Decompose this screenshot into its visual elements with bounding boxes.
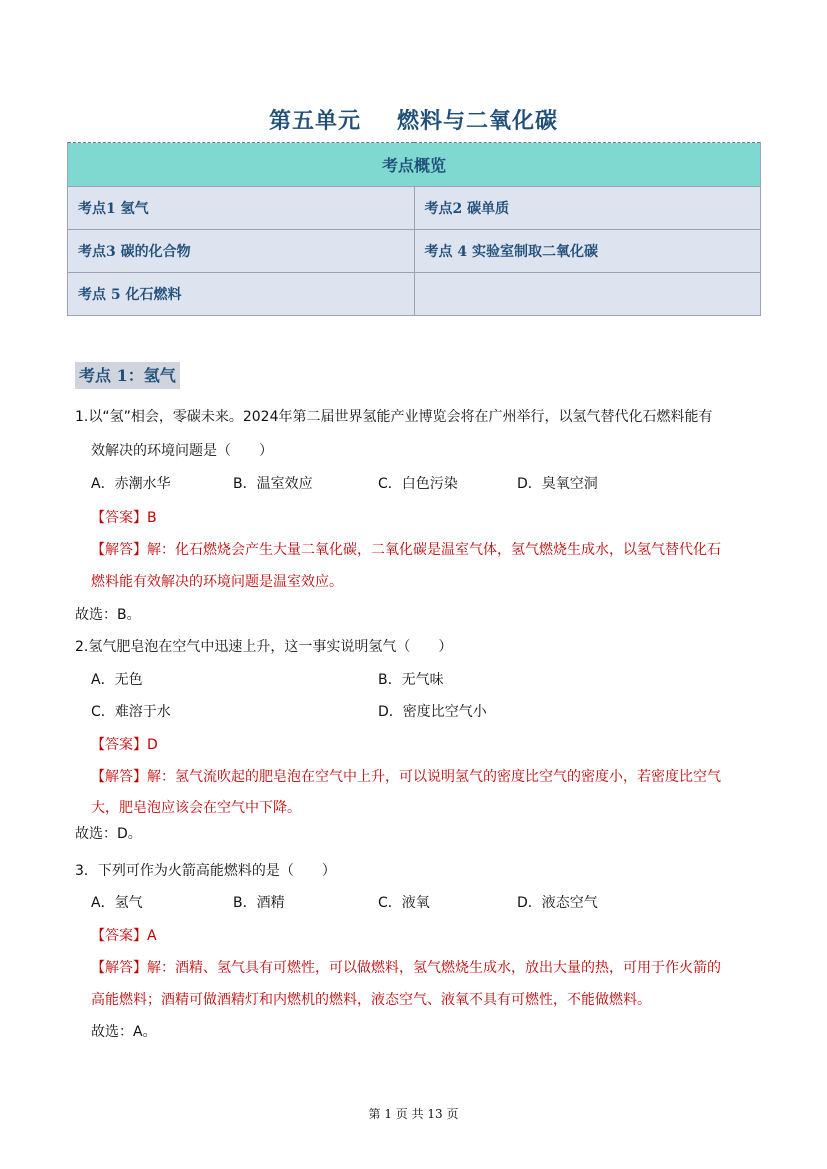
q1-explanation-line2: 燃料能有效解决的环境问题是温室效应。 bbox=[91, 574, 343, 590]
q1-answer: 【答案】B bbox=[91, 510, 157, 526]
q3-option-d: D．液态空气 bbox=[517, 895, 598, 911]
q3-explanation-line2: 高能燃料；酒精可做酒精灯和内燃机的燃料，液态空气、液氧不具有可燃性，不能做燃料。 bbox=[91, 992, 651, 1008]
overview-cell: 考点3 碳的化合物 bbox=[68, 230, 415, 273]
page-title bbox=[0, 104, 827, 135]
q3-option-a: A．氢气 bbox=[91, 895, 143, 911]
overview-cell: 考点2 碳单质 bbox=[414, 187, 761, 230]
q2-explanation-line1: 【解答】解：氢气流吹起的肥皂泡在空气中上升，可以说明氢气的密度比空气的密度小，若密度比空气 bbox=[91, 769, 721, 785]
q3-answer: 【答案】A bbox=[91, 928, 157, 944]
q3-option-c: C．液氧 bbox=[378, 895, 430, 911]
overview-cell: 考点 5 化石燃料 bbox=[68, 273, 415, 316]
overview-header: 考点概览 bbox=[68, 143, 761, 187]
q2-choice: 故选：D。 bbox=[75, 826, 142, 842]
q2-option-c: C．难溶于水 bbox=[91, 704, 171, 720]
q1-choice: 故选：B。 bbox=[75, 607, 141, 623]
unit-label: 第五单元 bbox=[268, 108, 361, 134]
q3-option-b: B．酒精 bbox=[233, 895, 285, 911]
q2-explanation-line2: 大，肥皂泡应该会在空气中下降。 bbox=[91, 800, 301, 816]
q2-stem: 2.氢气肥皂泡在空气中迅速上升，这一事实说明氢气（ ） bbox=[75, 639, 453, 655]
section-heading: 考点 1：氢气 bbox=[75, 362, 180, 389]
unit-topic: 燃料与二氧化碳 bbox=[397, 108, 559, 134]
q1-explanation-line1: 【解答】解：化石燃烧会产生大量二氧化碳，二氧化碳是温室气体，氢气燃烧生成水，以氢气替代化石 bbox=[91, 542, 721, 558]
q3-explanation-line1: 【解答】解：酒精、氢气具有可燃性，可以做燃料，氢气燃烧生成水，放出大量的热，可用于作火箭的 bbox=[91, 960, 721, 976]
overview-cell bbox=[414, 273, 761, 316]
q1-option-c: C．白色污染 bbox=[378, 476, 458, 492]
page-footer: 第 1 页 共 13 页 bbox=[368, 1107, 459, 1121]
q1-stem-line2: 效解决的环境问题是（ ） bbox=[91, 443, 273, 459]
q1-option-a: A．赤潮水华 bbox=[91, 476, 171, 492]
overview-table bbox=[67, 142, 761, 316]
q2-option-d: D．密度比空气小 bbox=[378, 704, 487, 720]
q1-option-d: D．臭氧空洞 bbox=[517, 476, 598, 492]
q2-answer: 【答案】D bbox=[91, 737, 158, 753]
q1-option-b: B．温室效应 bbox=[233, 476, 313, 492]
q2-option-b: B．无气味 bbox=[378, 672, 444, 688]
q3-stem: 3．下列可作为火箭高能燃料的是（ ） bbox=[75, 863, 336, 879]
q1-stem-line1: 1.以“氢”相会，零碳未来。2024年第二届世界氢能产业博览会将在广州举行，以氢气替代化石燃料能有 bbox=[75, 409, 713, 425]
q2-option-a: A．无色 bbox=[91, 672, 143, 688]
overview-cell: 考点1 氢气 bbox=[68, 187, 415, 230]
q3-choice: 故选：A。 bbox=[91, 1024, 157, 1040]
overview-cell: 考点 4 实验室制取二氧化碳 bbox=[414, 230, 761, 273]
